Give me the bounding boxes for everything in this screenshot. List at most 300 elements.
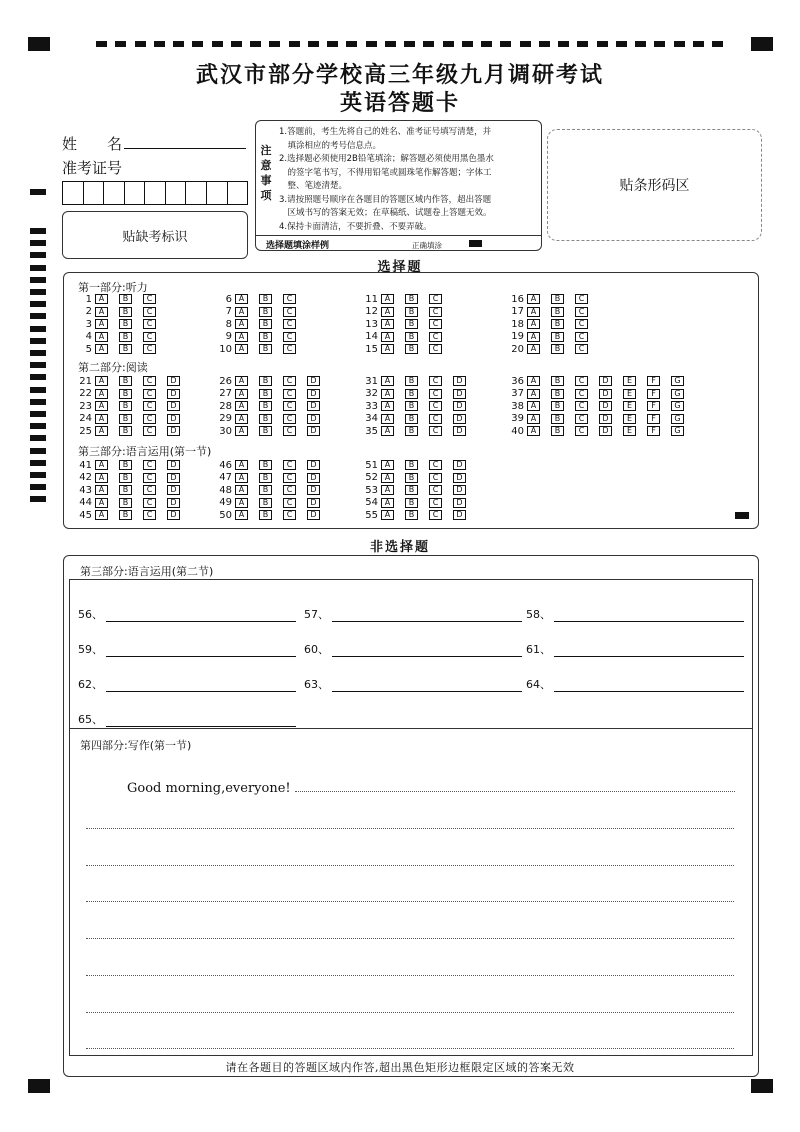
blank-item xyxy=(304,606,522,622)
option-bubble[interactable]: A xyxy=(95,460,108,470)
option-bubble[interactable]: B xyxy=(259,307,272,317)
option-bubble[interactable]: A xyxy=(95,510,108,520)
option-bubble[interactable]: D xyxy=(307,376,320,386)
option-bubble[interactable]: A xyxy=(235,401,248,411)
option-bubble[interactable]: A xyxy=(235,473,248,483)
blank-answer-line[interactable] xyxy=(554,679,744,692)
writing-line[interactable] xyxy=(86,828,734,829)
question-number: 7 xyxy=(225,306,232,317)
option-bubble[interactable]: A xyxy=(95,426,108,436)
option-bubble[interactable]: D xyxy=(599,389,612,399)
timing-mark xyxy=(635,41,646,47)
option-bubble[interactable]: C xyxy=(143,401,156,411)
option-bubble[interactable]: B xyxy=(119,473,132,483)
timing-mark xyxy=(115,41,126,47)
question-number: 42 xyxy=(79,472,92,483)
question-number: 26 xyxy=(219,375,232,387)
part4-box xyxy=(69,729,753,1056)
timing-mark-left-single xyxy=(30,189,46,195)
option-bubble[interactable]: B xyxy=(551,389,564,399)
option-bubble[interactable]: A xyxy=(381,485,394,495)
timing-mark xyxy=(30,411,46,417)
option-bubble[interactable]: B xyxy=(259,401,272,411)
option-bubble[interactable]: B xyxy=(119,389,132,399)
option-bubble[interactable]: G xyxy=(671,426,684,436)
option-bubble[interactable]: C xyxy=(283,401,296,411)
option-bubble[interactable]: A xyxy=(235,426,248,436)
option-bubble[interactable]: C xyxy=(283,376,296,386)
option-bubble[interactable]: D xyxy=(453,460,466,470)
question-number: 34 xyxy=(365,413,378,424)
question-row xyxy=(362,331,453,343)
option-bubble[interactable]: A xyxy=(381,510,394,520)
choice-section-title: 选择题 xyxy=(377,260,423,275)
question-row xyxy=(76,388,191,400)
option-bubble[interactable]: B xyxy=(551,376,564,386)
option-bubble[interactable]: B xyxy=(405,376,418,386)
option-bubble[interactable]: B xyxy=(259,460,272,470)
option-bubble[interactable]: C xyxy=(283,319,296,329)
option-bubble[interactable]: A xyxy=(381,460,394,470)
timing-mark xyxy=(443,41,454,47)
option-bubble[interactable]: A xyxy=(381,426,394,436)
question-row xyxy=(362,497,477,509)
option-bubble[interactable]: D xyxy=(453,414,466,424)
option-bubble[interactable]: C xyxy=(283,426,296,436)
question-row xyxy=(216,484,331,496)
option-bubble[interactable]: C xyxy=(143,485,156,495)
option-bubble[interactable]: B xyxy=(119,307,132,317)
option-bubble[interactable]: C xyxy=(143,332,156,342)
option-bubble[interactable]: D xyxy=(307,498,320,508)
question-number: 43 xyxy=(79,484,92,496)
option-bubble[interactable]: C xyxy=(143,319,156,329)
option-bubble[interactable]: B xyxy=(405,498,418,508)
option-bubble[interactable]: G xyxy=(671,389,684,399)
question-number: 49 xyxy=(219,497,232,508)
option-bubble[interactable]: B xyxy=(551,414,564,424)
blank-item xyxy=(526,676,744,692)
option-bubble[interactable]: G xyxy=(671,376,684,386)
option-bubble[interactable]: F xyxy=(647,414,660,424)
question-row xyxy=(216,318,307,330)
question-number: 38 xyxy=(511,400,524,412)
option-bubble[interactable]: G xyxy=(671,401,684,411)
option-bubble[interactable]: C xyxy=(283,389,296,399)
option-bubble[interactable]: C xyxy=(429,460,442,470)
option-bubble[interactable]: B xyxy=(259,498,272,508)
option-bubble[interactable]: B xyxy=(119,401,132,411)
option-bubble[interactable]: C xyxy=(143,460,156,470)
question-row xyxy=(362,375,477,387)
option-bubble[interactable]: D xyxy=(453,401,466,411)
option-bubble[interactable]: A xyxy=(235,319,248,329)
option-bubble[interactable]: E xyxy=(623,414,636,424)
option-bubble[interactable]: C xyxy=(575,319,588,329)
option-bubble[interactable]: C xyxy=(429,498,442,508)
option-bubble[interactable]: D xyxy=(307,414,320,424)
option-bubble[interactable]: D xyxy=(307,389,320,399)
option-bubble[interactable]: B xyxy=(259,376,272,386)
option-bubble[interactable]: A xyxy=(95,332,108,342)
notice-box xyxy=(255,120,542,251)
option-bubble[interactable]: C xyxy=(429,389,442,399)
option-bubble[interactable]: A xyxy=(381,414,394,424)
option-bubble[interactable]: D xyxy=(167,510,180,520)
question-number: 3 xyxy=(85,318,92,330)
option-bubble[interactable]: A xyxy=(527,307,540,317)
registration-mark-top-right xyxy=(751,37,773,51)
question-number: 31 xyxy=(365,375,378,387)
option-bubble[interactable]: C xyxy=(575,426,588,436)
option-bubble[interactable]: E xyxy=(623,376,636,386)
option-bubble[interactable]: D xyxy=(453,510,466,520)
blank-answer-line[interactable] xyxy=(106,714,296,727)
writing-line[interactable] xyxy=(86,901,734,902)
option-bubble[interactable]: D xyxy=(167,376,180,386)
option-bubble[interactable]: A xyxy=(527,414,540,424)
option-bubble[interactable]: A xyxy=(381,376,394,386)
option-bubble[interactable]: A xyxy=(527,401,540,411)
option-bubble[interactable]: A xyxy=(235,485,248,495)
option-bubble[interactable]: D xyxy=(167,485,180,495)
writing-line[interactable] xyxy=(86,1012,734,1013)
question-row xyxy=(76,375,191,387)
option-bubble[interactable]: A xyxy=(95,344,108,354)
option-bubble[interactable]: C xyxy=(575,401,588,411)
option-bubble[interactable]: C xyxy=(283,510,296,520)
option-bubble[interactable]: A xyxy=(235,376,248,386)
option-bubble[interactable]: C xyxy=(575,307,588,317)
blank-answer-line[interactable] xyxy=(106,609,296,622)
question-row xyxy=(216,400,331,412)
question-row xyxy=(76,484,191,496)
option-bubble[interactable]: B xyxy=(405,510,418,520)
option-bubble[interactable]: D xyxy=(453,426,466,436)
option-bubble[interactable]: B xyxy=(405,332,418,342)
option-bubble[interactable]: B xyxy=(259,473,272,483)
question-row xyxy=(508,343,599,355)
option-bubble[interactable]: A xyxy=(95,319,108,329)
blank-answer-line[interactable] xyxy=(106,679,296,692)
option-bubble[interactable]: A xyxy=(95,376,108,386)
option-bubble[interactable]: D xyxy=(167,426,180,436)
option-bubble[interactable]: C xyxy=(429,344,442,354)
option-bubble[interactable]: A xyxy=(381,401,394,411)
option-bubble[interactable]: D xyxy=(453,485,466,495)
blank-answer-line[interactable] xyxy=(554,609,744,622)
option-bubble[interactable]: D xyxy=(599,401,612,411)
option-bubble[interactable]: F xyxy=(647,426,660,436)
option-bubble[interactable]: D xyxy=(307,473,320,483)
option-bubble[interactable]: C xyxy=(429,485,442,495)
blank-number: 62、 xyxy=(78,678,103,691)
option-bubble[interactable]: D xyxy=(599,376,612,386)
option-bubble[interactable]: A xyxy=(95,414,108,424)
option-bubble[interactable]: C xyxy=(143,498,156,508)
question-row xyxy=(76,318,167,330)
question-number: 23 xyxy=(79,400,92,412)
option-bubble[interactable]: C xyxy=(429,426,442,436)
option-bubble[interactable]: C xyxy=(143,426,156,436)
question-row xyxy=(362,459,477,471)
option-bubble[interactable]: B xyxy=(259,389,272,399)
option-bubble[interactable]: A xyxy=(235,389,248,399)
option-bubble[interactable]: C xyxy=(283,498,296,508)
blank-answer-line[interactable] xyxy=(332,609,522,622)
option-bubble[interactable]: B xyxy=(551,294,564,304)
option-bubble[interactable]: C xyxy=(283,344,296,354)
option-bubble[interactable]: A xyxy=(235,332,248,342)
option-bubble[interactable]: A xyxy=(235,294,248,304)
option-bubble[interactable]: F xyxy=(647,401,660,411)
exam-number-grid[interactable] xyxy=(62,181,248,205)
option-bubble[interactable]: C xyxy=(575,376,588,386)
blank-answer-line[interactable] xyxy=(106,644,296,657)
option-bubble[interactable]: A xyxy=(235,460,248,470)
option-bubble[interactable]: C xyxy=(143,294,156,304)
option-bubble[interactable]: F xyxy=(647,389,660,399)
option-bubble[interactable]: D xyxy=(167,473,180,483)
option-bubble[interactable]: D xyxy=(167,498,180,508)
notice-side-label: 注 意 事 项 xyxy=(260,144,272,202)
option-bubble[interactable]: C xyxy=(429,414,442,424)
option-bubble[interactable]: C xyxy=(575,344,588,354)
option-bubble[interactable]: A xyxy=(95,307,108,317)
option-bubble[interactable]: B xyxy=(259,426,272,436)
option-bubble[interactable]: B xyxy=(259,332,272,342)
option-bubble[interactable]: B xyxy=(259,319,272,329)
question-row xyxy=(76,343,167,355)
timing-mark xyxy=(346,41,357,47)
option-bubble[interactable]: D xyxy=(307,401,320,411)
option-bubble[interactable]: D xyxy=(167,414,180,424)
option-bubble[interactable]: D xyxy=(307,510,320,520)
option-bubble[interactable]: B xyxy=(551,319,564,329)
option-bubble[interactable]: B xyxy=(119,319,132,329)
option-bubble[interactable]: C xyxy=(429,401,442,411)
timing-mark xyxy=(154,41,165,47)
option-bubble[interactable]: E xyxy=(623,389,636,399)
writing-line[interactable] xyxy=(86,975,734,976)
option-bubble[interactable]: C xyxy=(283,332,296,342)
writing-line[interactable] xyxy=(86,1048,734,1049)
option-bubble[interactable]: C xyxy=(429,473,442,483)
option-bubble[interactable]: D xyxy=(453,498,466,508)
blank-answer-line[interactable] xyxy=(332,644,522,657)
option-bubble[interactable]: B xyxy=(405,344,418,354)
option-bubble[interactable]: C xyxy=(283,414,296,424)
registration-mark-bottom-right xyxy=(751,1079,773,1093)
option-bubble[interactable]: B xyxy=(551,332,564,342)
option-bubble[interactable]: A xyxy=(95,389,108,399)
question-row xyxy=(76,472,191,484)
option-bubble[interactable]: A xyxy=(527,332,540,342)
timing-mark xyxy=(423,41,434,47)
option-bubble[interactable]: B xyxy=(405,319,418,329)
option-bubble[interactable]: B xyxy=(551,307,564,317)
timing-mark xyxy=(500,41,511,47)
option-bubble[interactable]: C xyxy=(575,389,588,399)
option-bubble[interactable]: E xyxy=(623,426,636,436)
blank-item xyxy=(304,641,522,657)
option-bubble[interactable]: A xyxy=(381,294,394,304)
option-bubble[interactable]: B xyxy=(119,426,132,436)
option-bubble[interactable]: C xyxy=(283,485,296,495)
option-bubble[interactable]: C xyxy=(429,332,442,342)
option-bubble[interactable]: D xyxy=(453,473,466,483)
option-bubble[interactable]: B xyxy=(259,510,272,520)
option-bubble[interactable]: B xyxy=(405,307,418,317)
option-bubble[interactable]: C xyxy=(143,389,156,399)
option-bubble[interactable]: B xyxy=(405,485,418,495)
option-bubble[interactable]: A xyxy=(95,498,108,508)
option-bubble[interactable]: D xyxy=(307,485,320,495)
option-bubble[interactable]: B xyxy=(119,376,132,386)
question-row xyxy=(76,425,191,437)
option-bubble[interactable]: B xyxy=(259,344,272,354)
option-bubble[interactable]: A xyxy=(527,319,540,329)
option-bubble[interactable]: A xyxy=(235,307,248,317)
option-bubble[interactable]: A xyxy=(235,414,248,424)
option-bubble[interactable]: C xyxy=(429,294,442,304)
option-bubble[interactable]: A xyxy=(527,344,540,354)
option-bubble[interactable]: A xyxy=(381,498,394,508)
option-bubble[interactable]: A xyxy=(381,344,394,354)
writing-first-line[interactable] xyxy=(295,791,735,792)
timing-mark xyxy=(539,41,550,47)
option-bubble[interactable]: C xyxy=(429,376,442,386)
option-bubble[interactable]: G xyxy=(671,414,684,424)
option-bubble[interactable]: D xyxy=(599,426,612,436)
question-row xyxy=(216,413,331,425)
option-bubble[interactable]: D xyxy=(453,389,466,399)
writing-line[interactable] xyxy=(86,865,734,866)
option-bubble[interactable]: D xyxy=(167,460,180,470)
question-row xyxy=(362,318,453,330)
option-bubble[interactable]: D xyxy=(307,460,320,470)
option-bubble[interactable]: B xyxy=(551,426,564,436)
option-bubble[interactable]: A xyxy=(235,510,248,520)
option-bubble[interactable]: B xyxy=(119,344,132,354)
option-bubble[interactable]: A xyxy=(527,389,540,399)
question-row xyxy=(76,293,167,305)
question-number: 27 xyxy=(219,388,232,399)
barcode-area xyxy=(547,129,762,241)
option-bubble[interactable]: A xyxy=(381,319,394,329)
part3b-title: 第三部分:语言运用(第二节) xyxy=(80,565,214,578)
option-bubble[interactable]: A xyxy=(527,294,540,304)
blank-number: 60、 xyxy=(304,643,329,656)
option-bubble[interactable]: D xyxy=(307,426,320,436)
blank-answer-line[interactable] xyxy=(332,679,522,692)
option-bubble[interactable]: C xyxy=(143,473,156,483)
correct-fill-sample xyxy=(469,240,482,247)
timing-mark xyxy=(30,484,46,490)
option-bubble[interactable]: B xyxy=(405,414,418,424)
option-bubble[interactable]: F xyxy=(647,376,660,386)
blank-number: 63、 xyxy=(304,678,329,691)
option-bubble[interactable]: C xyxy=(429,510,442,520)
option-bubble[interactable]: B xyxy=(119,510,132,520)
option-bubble[interactable]: B xyxy=(119,414,132,424)
option-bubble[interactable]: B xyxy=(405,389,418,399)
option-bubble[interactable]: B xyxy=(405,473,418,483)
option-bubble[interactable]: B xyxy=(259,485,272,495)
option-bubble[interactable]: B xyxy=(119,460,132,470)
option-bubble[interactable]: D xyxy=(599,414,612,424)
option-bubble[interactable]: D xyxy=(167,389,180,399)
option-bubble[interactable]: B xyxy=(405,401,418,411)
option-bubble[interactable]: C xyxy=(143,414,156,424)
option-bubble[interactable]: C xyxy=(283,460,296,470)
option-bubble[interactable]: D xyxy=(453,376,466,386)
blank-answer-line[interactable] xyxy=(554,644,744,657)
option-bubble[interactable]: C xyxy=(429,319,442,329)
writing-line[interactable] xyxy=(86,938,734,939)
option-bubble[interactable]: A xyxy=(95,294,108,304)
option-bubble[interactable]: A xyxy=(95,485,108,495)
option-bubble[interactable]: A xyxy=(527,376,540,386)
question-number: 35 xyxy=(365,425,378,437)
option-bubble[interactable]: B xyxy=(119,332,132,342)
option-bubble[interactable]: B xyxy=(551,401,564,411)
option-bubble[interactable]: A xyxy=(235,498,248,508)
option-bubble[interactable]: C xyxy=(575,294,588,304)
timing-mark xyxy=(231,41,242,47)
name-field[interactable] xyxy=(124,133,246,149)
part4-title: 第四部分:写作(第一节) xyxy=(80,739,192,752)
option-bubble[interactable]: B xyxy=(551,344,564,354)
option-bubble[interactable]: C xyxy=(429,307,442,317)
option-bubble[interactable]: C xyxy=(283,307,296,317)
option-bubble[interactable]: E xyxy=(623,401,636,411)
option-bubble[interactable]: A xyxy=(381,307,394,317)
option-bubble[interactable]: B xyxy=(259,294,272,304)
option-bubble[interactable]: C xyxy=(143,510,156,520)
option-bubble[interactable]: B xyxy=(405,460,418,470)
option-bubble[interactable]: C xyxy=(143,344,156,354)
option-bubble[interactable]: C xyxy=(283,294,296,304)
option-bubble[interactable]: C xyxy=(575,332,588,342)
option-bubble[interactable]: C xyxy=(143,307,156,317)
option-bubble[interactable]: B xyxy=(405,294,418,304)
option-bubble[interactable]: A xyxy=(381,332,394,342)
option-bubble[interactable]: C xyxy=(283,473,296,483)
option-bubble[interactable]: A xyxy=(95,473,108,483)
option-bubble[interactable]: A xyxy=(527,426,540,436)
question-number: 1 xyxy=(85,293,92,305)
option-bubble[interactable]: B xyxy=(405,426,418,436)
option-bubble[interactable]: B xyxy=(119,294,132,304)
option-bubble[interactable]: A xyxy=(95,401,108,411)
question-number: 51 xyxy=(365,459,378,471)
option-bubble[interactable]: D xyxy=(167,401,180,411)
option-bubble[interactable]: B xyxy=(119,485,132,495)
option-bubble[interactable]: C xyxy=(143,376,156,386)
blank-number: 61、 xyxy=(526,643,551,656)
question-number: 21 xyxy=(79,375,92,387)
option-bubble[interactable]: A xyxy=(381,389,394,399)
option-bubble[interactable]: A xyxy=(235,344,248,354)
option-bubble[interactable]: A xyxy=(381,473,394,483)
blank-item xyxy=(304,676,522,692)
option-bubble[interactable]: C xyxy=(575,414,588,424)
option-bubble[interactable]: B xyxy=(259,414,272,424)
timing-mark xyxy=(30,374,46,380)
option-bubble[interactable]: B xyxy=(119,498,132,508)
timing-mark xyxy=(30,228,46,234)
